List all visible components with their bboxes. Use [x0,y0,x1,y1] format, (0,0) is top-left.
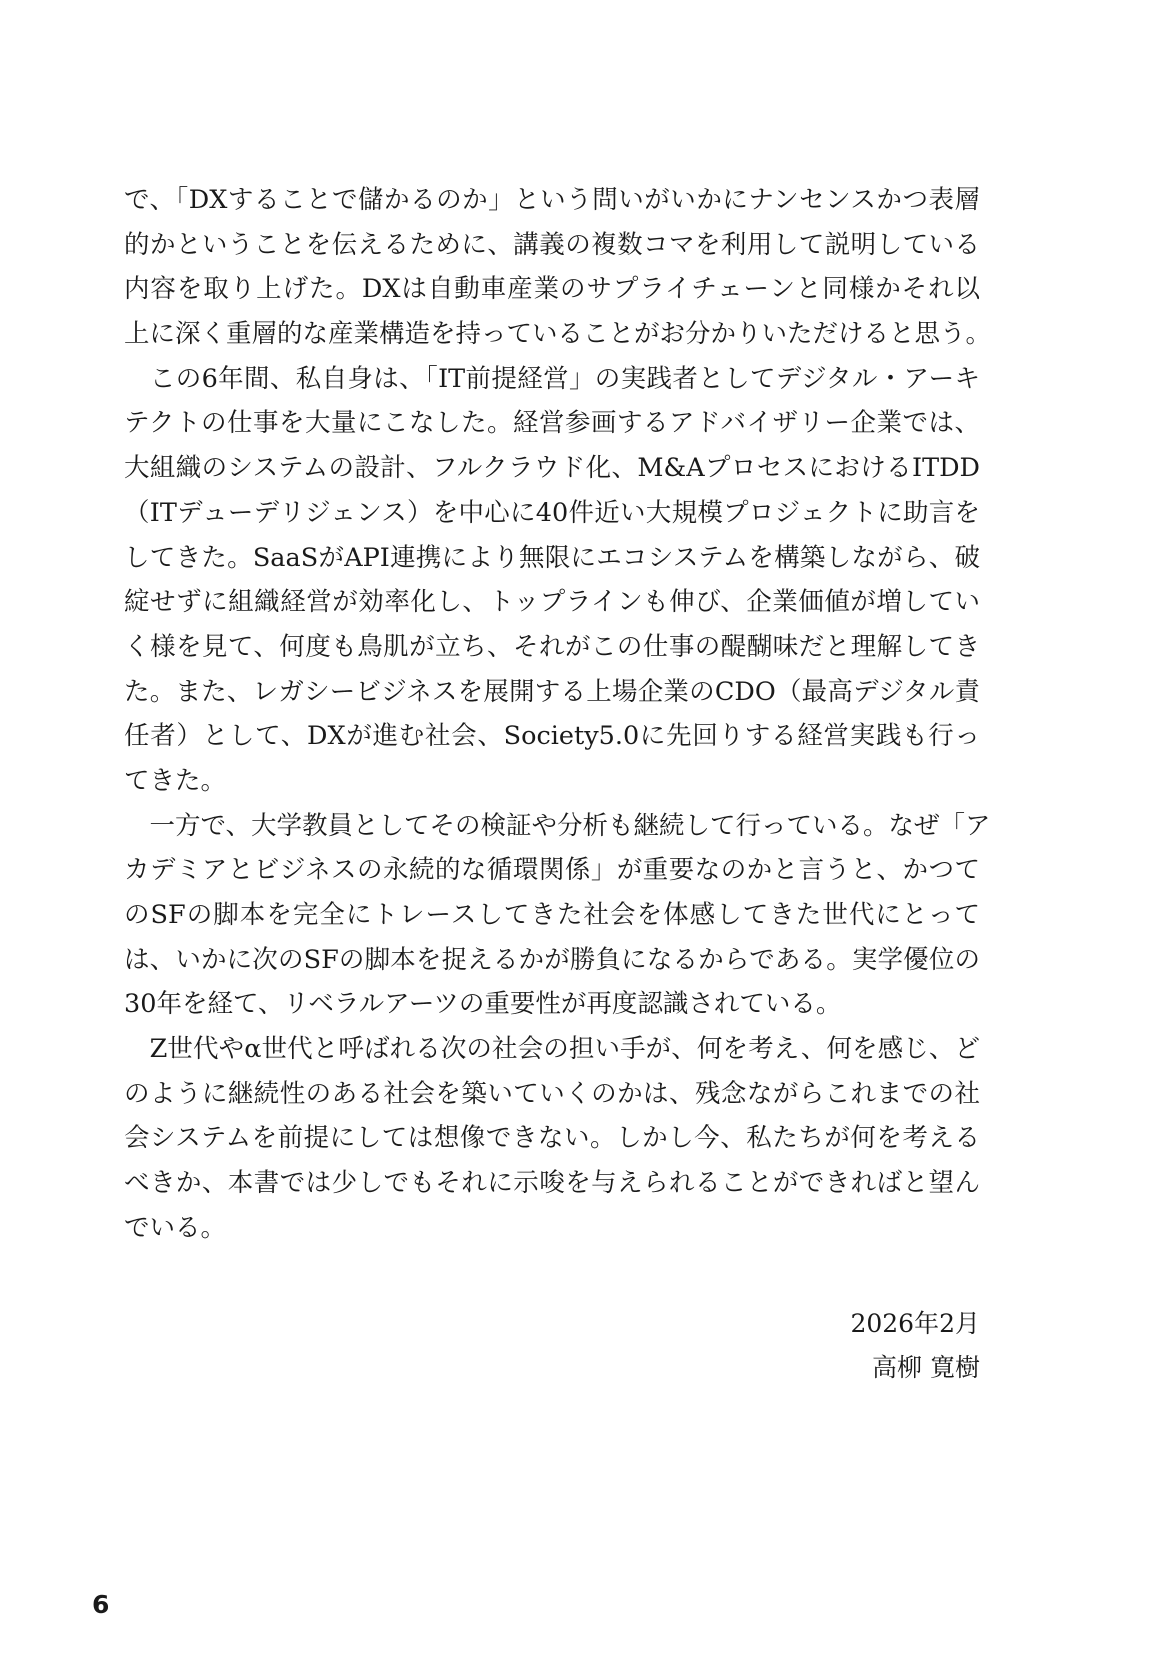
text-line: た。また、レガシービジネスを展開する上場企業のCDO（最高デジタル責 [124,676,980,707]
text-line: してきた。SaaSがAPI連携により無限にエコシステムを構築しながら、破 [124,542,980,573]
text-line: 大組織のシステムの設計、フルクラウド化、M&AプロセスにおけるITDD [124,453,980,484]
text-line: てきた。 [124,765,227,796]
text-line: は、いかに次のSFの脚本を捉えるかが勝負になるからである。実学優位の [124,944,980,975]
text-line: 内容を取り上げた。DXは自動車産業のサプライチェーンと同様かそれ以 [124,274,980,305]
text-line: のように継続性のある社会を築いていくのかは、残念ながらこれまでの社 [124,1078,980,1109]
text-line: でいる。 [124,1212,227,1243]
text-line: カデミアとビジネスの永続的な循環関係」が重要なのかと言うと、かつて [124,855,980,886]
text-line: 的かということを伝えるために、講義の複数コマを利用して説明している [124,229,980,260]
signature-date: 2026年2月 [850,1309,980,1338]
text-line: のSFの脚本を完全にトレースしてきた社会を体感してきた世代にとって [124,900,980,930]
text-line: （ITデューデリジェンス）を中心に40件近い大規模プロジェクトに助言を [124,497,980,528]
text-line: 会システムを前提にしては想像できない。しかし今、私たちが何を考える [124,1123,980,1154]
text-line: 上に深く重層的な産業構造を持っていることがお分かりいただけると思う。 [124,319,992,350]
text-line: 綻せずに組織経営が効率化し、トップラインも伸び、企業価値が増してい [124,587,980,618]
text-line: べきか、本書では少しでもそれに示唆を与えられることができればと望ん [124,1168,980,1199]
text-line: この6年間、私自身は、「IT前提経営」の実践者としてデジタル・アーキ [124,363,980,394]
text-line: テクトの仕事を大量にこなした。経営参画するアドバイザリー企業では、 [124,408,980,439]
text-line: 任者）として、DXが進む社会、Society5.0に先回りする経営実践も行っ [124,721,980,752]
signature-author: 高柳 寛樹 [872,1353,980,1382]
text-line: く様を見て、何度も鳥肌が立ち、それがこの仕事の醍醐味だと理解してき [124,631,980,662]
text-line: 30年を経て、リベラルアーツの重要性が再度認識されている。 [124,989,842,1020]
signature-block [850,1302,980,1390]
page-number: 6 [92,1590,110,1619]
text-line: 一方で、大学教員としてその検証や分析も継続して行っている。なぜ「ア [124,810,991,841]
text-line: Z世代やα世代と呼ばれる次の社会の担い手が、何を考え、何を感じ、ど [124,1034,980,1065]
body-text [124,178,992,1251]
text-line: で、「DXすることで儲かるのか」という問いがいかにナンセンスかつ表層 [124,185,980,215]
